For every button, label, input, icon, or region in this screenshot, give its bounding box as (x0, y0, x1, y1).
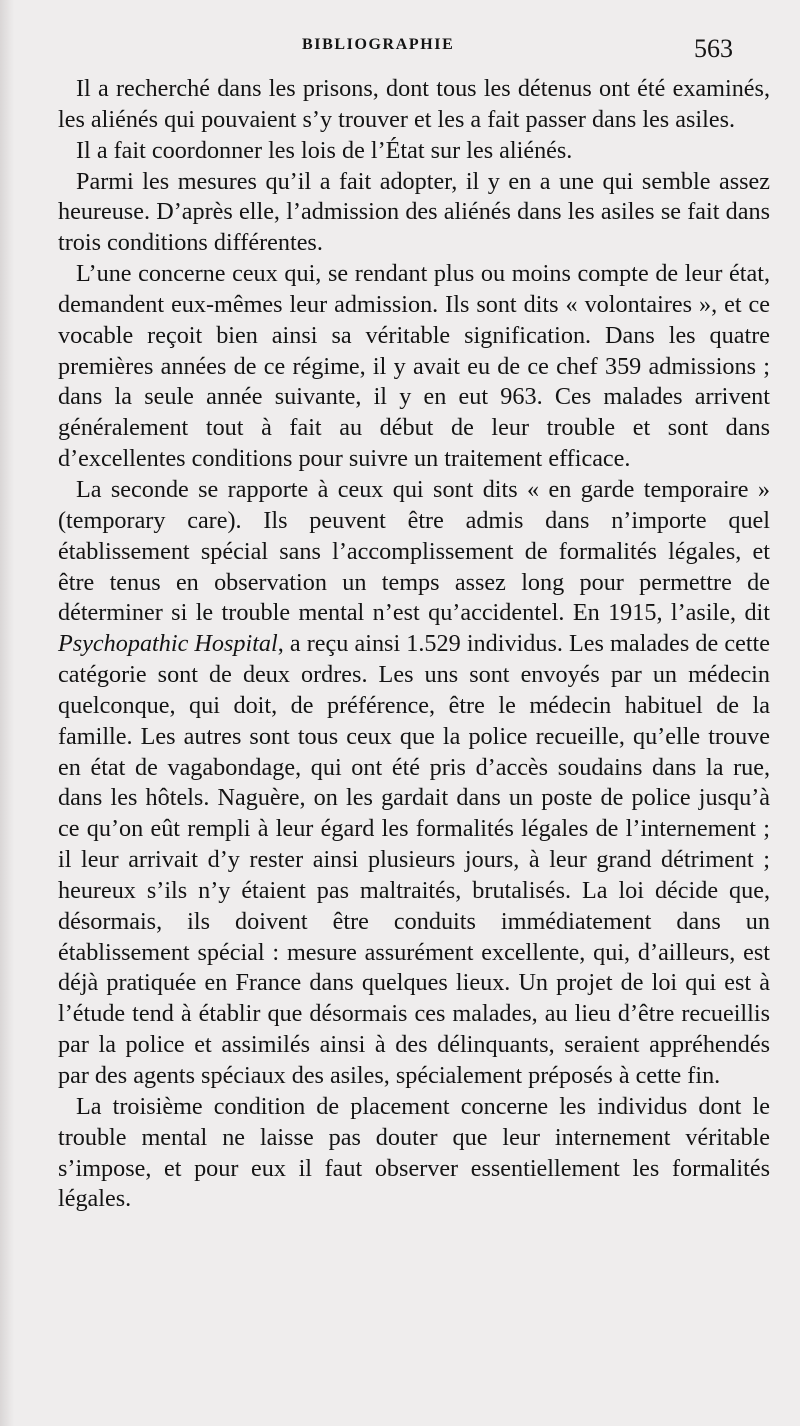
body-text (58, 74, 770, 1215)
paragraph: La troisième condition de placement concerne les individus dont le trouble mental ne laisse pas douter que leur internement véritable s’impose, et pour eux il faut observer essentiellement les formalités légales. (58, 1092, 770, 1213)
page-number: 563 (694, 34, 733, 63)
page-spine-shadow (0, 0, 14, 1426)
paragraph: Parmi les mesures qu’il a fait adopter, il y en a une qui semble assez heureuse. D’après elle, l’admission des aliénés dans les asiles se fait dans trois conditions différentes. (58, 167, 770, 257)
paragraph: L’une concerne ceux qui, se rendant plus ou moins compte de leur état, demandent eux-mêmes leur admission. Ils sont dits « volontaires », et ce vocable reçoit bien ainsi sa véritable signification. Dans les quatre premières années de ce régime, il y avait eu de ce chef 359 admissions ; dans la seule année suivante, il y en eut 963. Ces malades arrivent généralement tout à fait au début de leur trouble et sont dans d’excellentes conditions pour suivre un traitement efficace. (58, 260, 770, 473)
paragraph (58, 475, 770, 1092)
hospital-name-italic: Psychopathic Hospital (58, 630, 278, 658)
paragraph-text: , a reçu ainsi 1.529 individus. Les malades de cette catégorie sont de deux ordres. Les uns sont envoyés par un médecin quelconque, qui doit, de préférence, être le médecin habituel de la famille. Les autres sont tous ceux que la police recueille, qu’elle trouve en état de vagabondage, qui ont été pris d’accès soudains dans la rue, dans les hôtels. Naguère, on les gardait dans un poste de police jusqu’à ce qu’on eût rempli à leur égard les formalités légales de l’internement ; il leur arrivait d’y rester ainsi plusieurs jours, à leur grand détriment ; heureux s’ils n’y étaient pas maltraités, brutalisés. La loi décide que, désormais, ils doivent être conduits immédiatement dans un établissement spécial : mesure assurément excellente, qui, d’ailleurs, est déjà pratiquée en France dans quelques lieux. Un projet de loi qui est à l’étude tend à établir que désormais ces malades, au lieu d’être recueillis par la police et assimilés ainsi à des délinquants, seraient appréhendés par des agents spéciaux des asiles, spécialement préposés à cette fin. (58, 630, 771, 1089)
paragraph: Il a recherché dans les prisons, dont tous les détenus ont été examinés, les aliénés qui pouvaient s’y trouver et les a fait passer dans les asiles. (58, 75, 770, 133)
paragraph-text: La seconde se rapporte à ceux qui sont dits « en garde temporaire » (temporary care). Ils peuvent être admis dans n’importe quel établissement spécial sans l’accomplissement de formalités légales, et être tenus en observation un temps assez long pour permettre de déterminer si le trouble mental n’est qu’accidentel. En 1915, l’asile, dit (58, 475, 770, 627)
running-title: BIBLIOGRAPHIE (302, 36, 455, 53)
page-header (0, 30, 800, 70)
paragraph: Il a fait coordonner les lois de l’État sur les aliénés. (76, 136, 573, 164)
